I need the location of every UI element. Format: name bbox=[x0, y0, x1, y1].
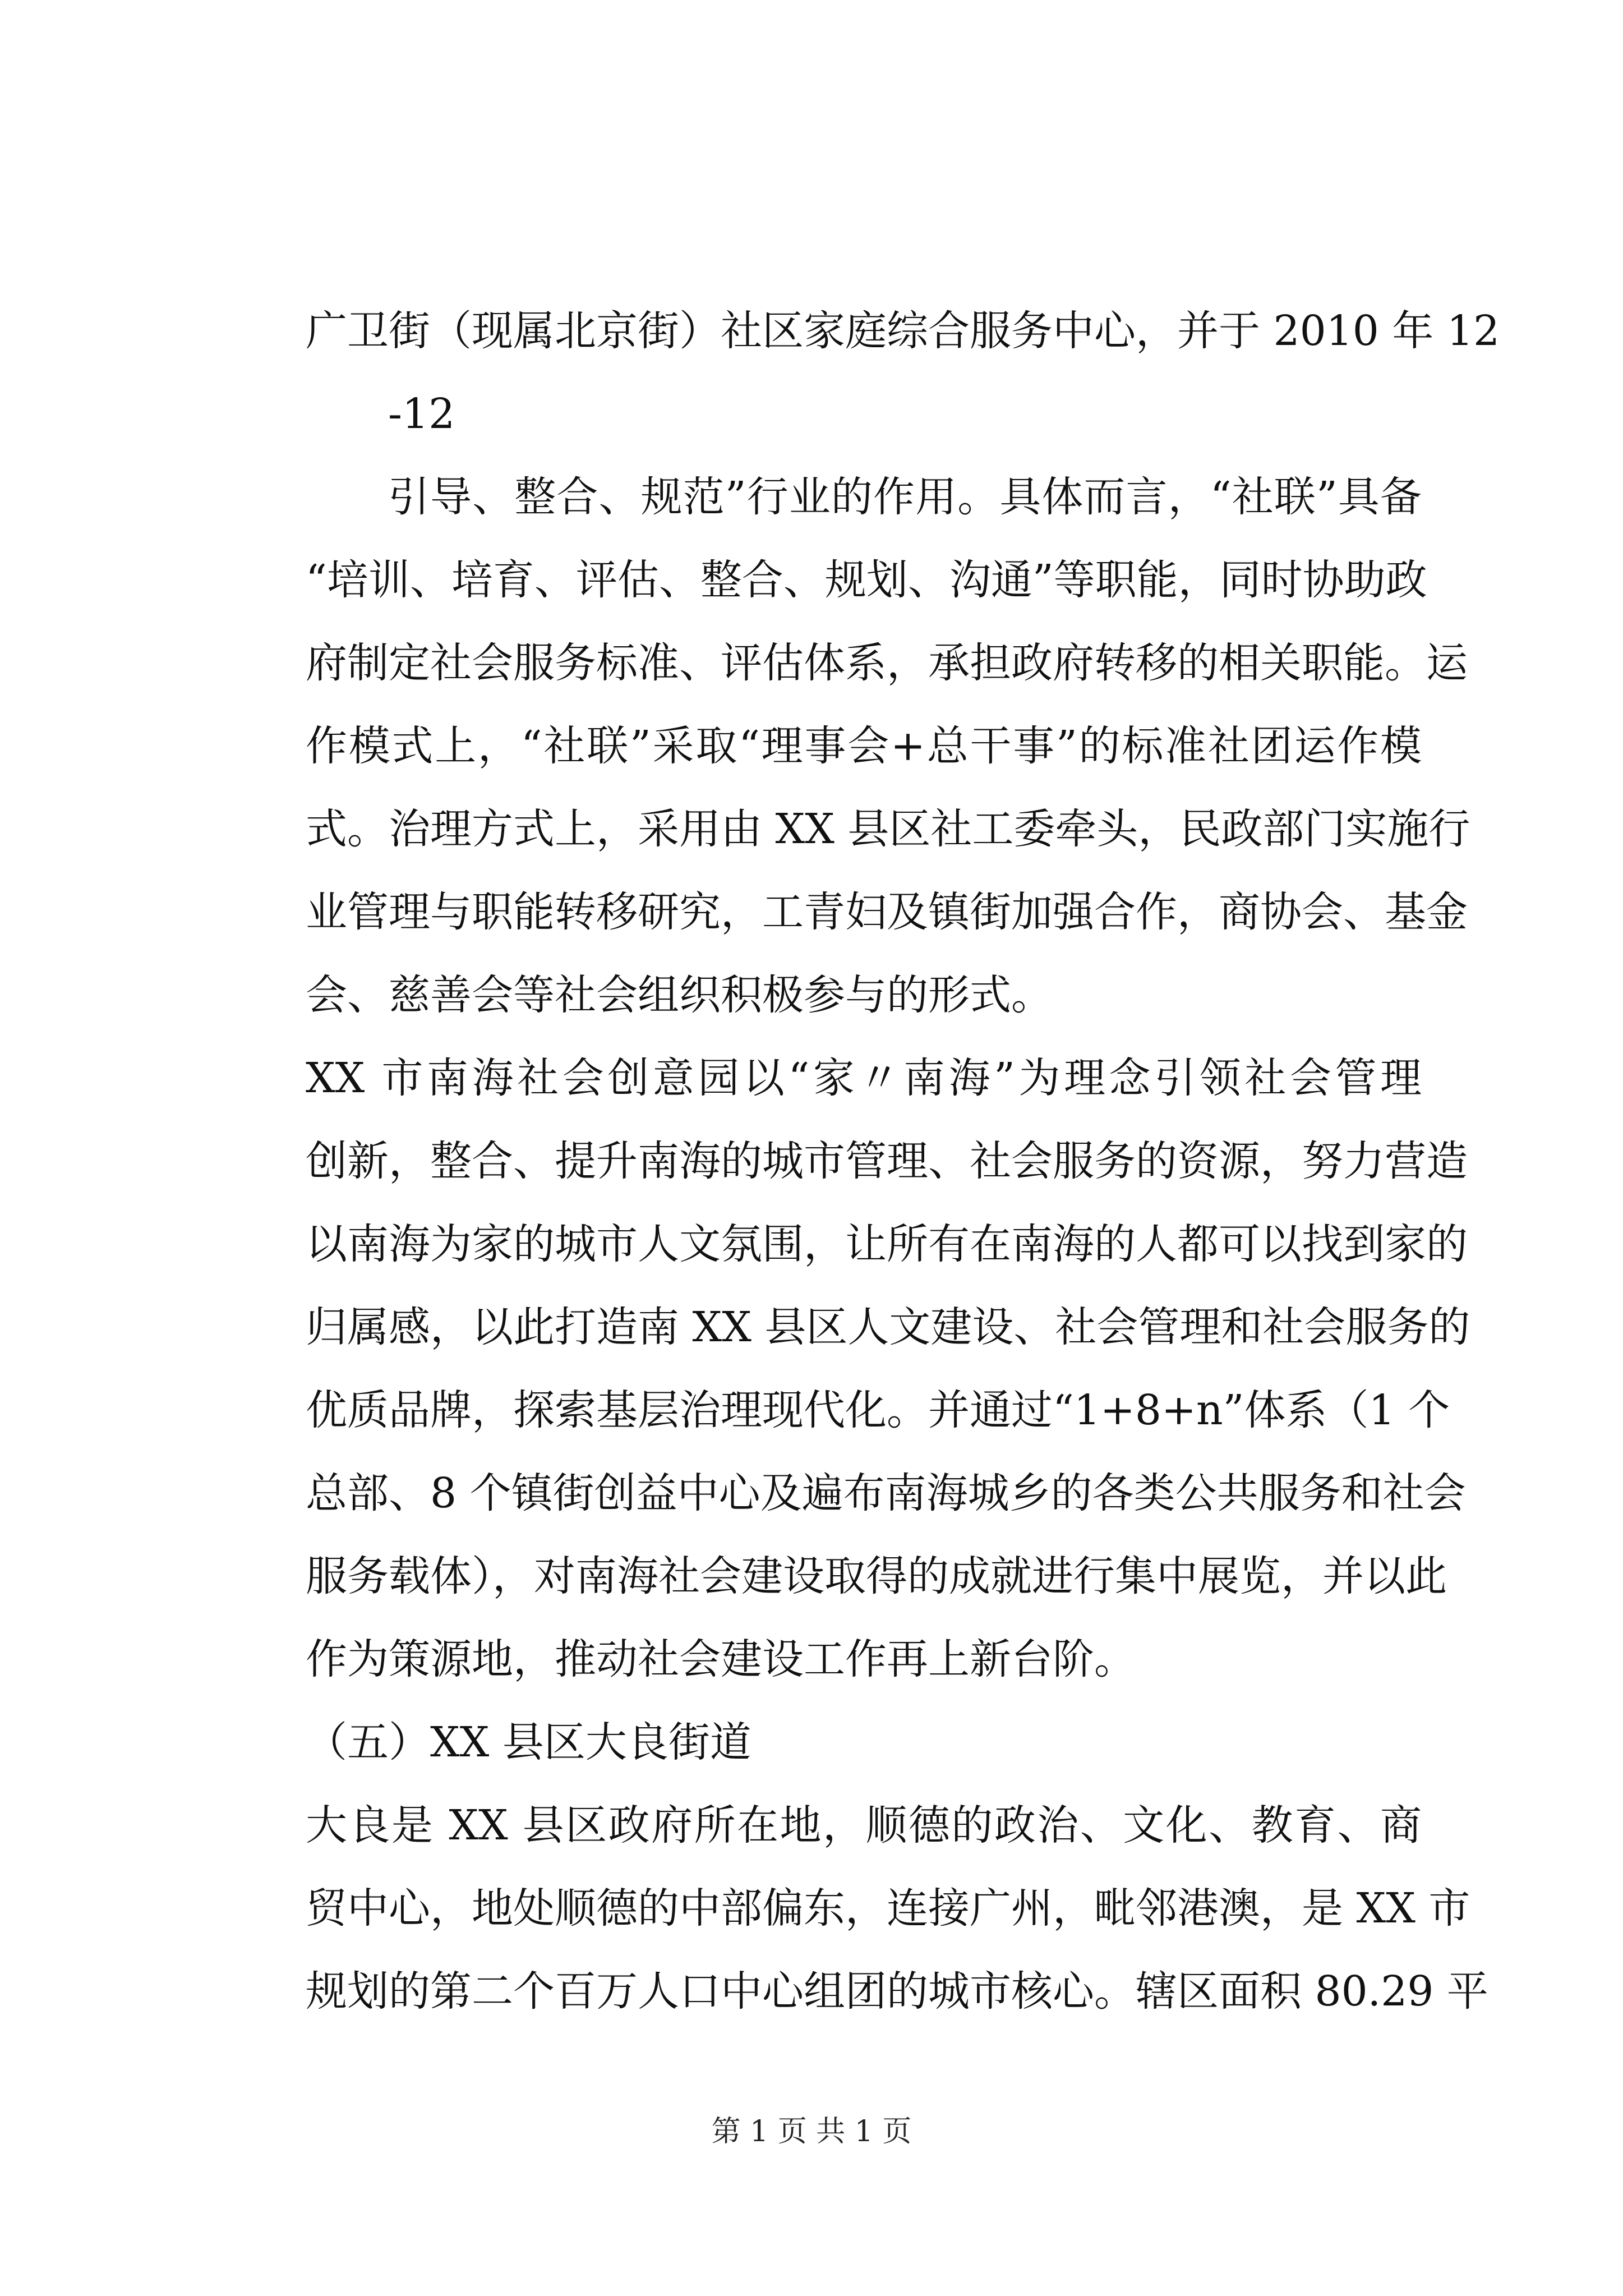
text-line-2: -12 bbox=[388, 390, 455, 438]
text-line-14: 优质品牌，探索基层治理现代化。并通过“1+8+n”体系（1 个 bbox=[306, 1386, 1450, 1434]
text-line-16: 服务载体），对南海社会建设取得的成就进行集中展览，并以此 bbox=[306, 1552, 1447, 1600]
text-line-19: 大良是 XX 县区政府所在地，顺德的政治、文化、教育、商 bbox=[306, 1801, 1422, 1849]
page-footer: 第 1 页 共 1 页 bbox=[711, 2115, 912, 2148]
text-line-6: 作模式上，“社联”采取“理事会+总干事”的标准社团运作模 bbox=[306, 722, 1422, 770]
text-line-13: 归属感，以此打造南 XX 县区人文建设、社会管理和社会服务的 bbox=[306, 1303, 1470, 1351]
text-line-4: “培训、培育、评估、整合、规划、沟通”等职能，同时协助政 bbox=[306, 556, 1427, 604]
text-line-7: 式。治理方式上，采用由 XX 县区社工委牵头，民政部门实施行 bbox=[306, 805, 1470, 853]
text-line-15: 总部、8 个镇街创益中心及遍布南海城乡的各类公共服务和社会 bbox=[306, 1469, 1466, 1517]
text-line-12: 以南海为家的城市人文氛围，让所有在南海的人都可以找到家的 bbox=[306, 1220, 1468, 1268]
text-line-21: 规划的第二个百万人口中心组团的城市核心。辖区面积 80.29 平 bbox=[306, 1967, 1488, 2016]
text-line-20: 贸中心，地处顺德的中部偏东，连接广州，毗邻港澳，是 XX 市 bbox=[306, 1884, 1470, 1932]
text-line-9: 会、慈善会等社会组织积极参与的形式。 bbox=[306, 971, 1053, 1019]
text-line-1: 广卫街（现属北京街）社区家庭综合服务中心，并于 2010 年 12 bbox=[306, 307, 1500, 355]
text-line-17: 作为策源地，推动社会建设工作再上新台阶。 bbox=[306, 1635, 1136, 1683]
text-line-8: 业管理与职能转移研究，工青妇及镇街加强合作，商协会、基金 bbox=[306, 888, 1468, 936]
text-line-11: 创新，整合、提升南海的城市管理、社会服务的资源，努力营造 bbox=[306, 1137, 1468, 1185]
text-line-10: XX 市南海社会创意园以“家〃南海”为理念引领社会管理 bbox=[306, 1054, 1422, 1102]
text-line-5: 府制定社会服务标准、评估体系，承担政府转移的相关职能。运 bbox=[306, 639, 1468, 687]
text-line-3: 引导、整合、规范”行业的作用。具体而言，“社联”具备 bbox=[388, 473, 1422, 521]
section-heading: （五）XX 县区大良街道 bbox=[306, 1718, 751, 1766]
